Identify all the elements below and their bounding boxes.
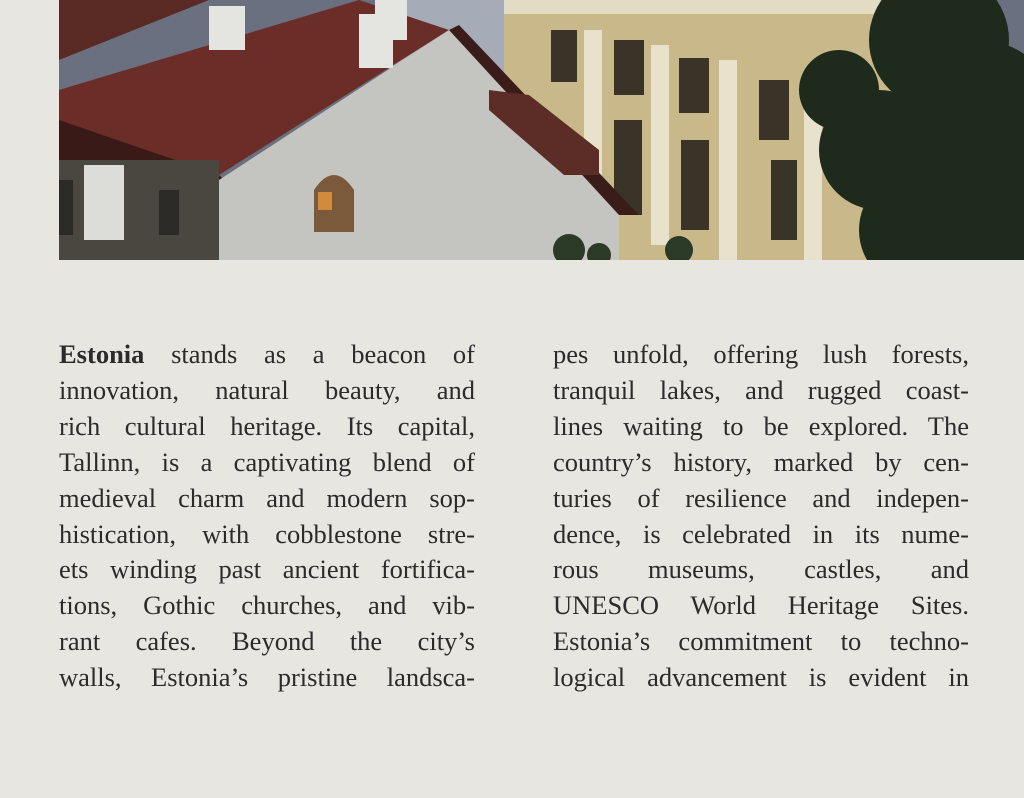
- article-line: tranquil lakes, and rugged coast-: [553, 374, 969, 405]
- article-line: country’s history, marked by cen-: [553, 446, 969, 477]
- article-line: medieval charm and modern sop-: [59, 482, 475, 513]
- article-line: UNESCO World Heritage Sites.: [553, 590, 969, 621]
- article-line: ets winding past ancient fortifica-: [59, 554, 475, 585]
- article-line: innovation, natural beauty, and: [59, 374, 475, 405]
- article-line: turies of resilience and indepen-: [553, 482, 969, 513]
- article-line: Tallinn, is a captivating blend of: [59, 446, 475, 477]
- article-line: dence, is celebrated in its nume-: [553, 518, 969, 549]
- article-line: Estonia’s commitment to techno-: [553, 626, 969, 657]
- article-line: [59, 337, 475, 373]
- article-line: histication, with cobblestone stre-: [59, 518, 475, 549]
- article-line: rich cultural heritage. Its capital,: [59, 410, 475, 441]
- header-photo: [59, 0, 1024, 260]
- article-line: rant cafes. Beyond the city’s: [59, 626, 475, 657]
- article-line: tions, Gothic churches, and vib-: [59, 590, 475, 621]
- lead-word: Estonia: [59, 339, 145, 369]
- article-line: pes unfold, offering lush forests,: [553, 339, 969, 369]
- article-left-column: [59, 337, 475, 696]
- tallinn-rooftops-illustration: [59, 0, 1024, 260]
- article-line: rous museums, castles, and: [553, 554, 969, 585]
- article-line: logical advancement is evident in: [553, 662, 969, 693]
- article-line: lines waiting to be explored. The: [553, 410, 969, 441]
- article-line: walls, Estonia’s pristine landsca-: [59, 662, 475, 693]
- article-right-column: [553, 337, 969, 696]
- article-line-text: stands as a beacon of: [144, 339, 475, 369]
